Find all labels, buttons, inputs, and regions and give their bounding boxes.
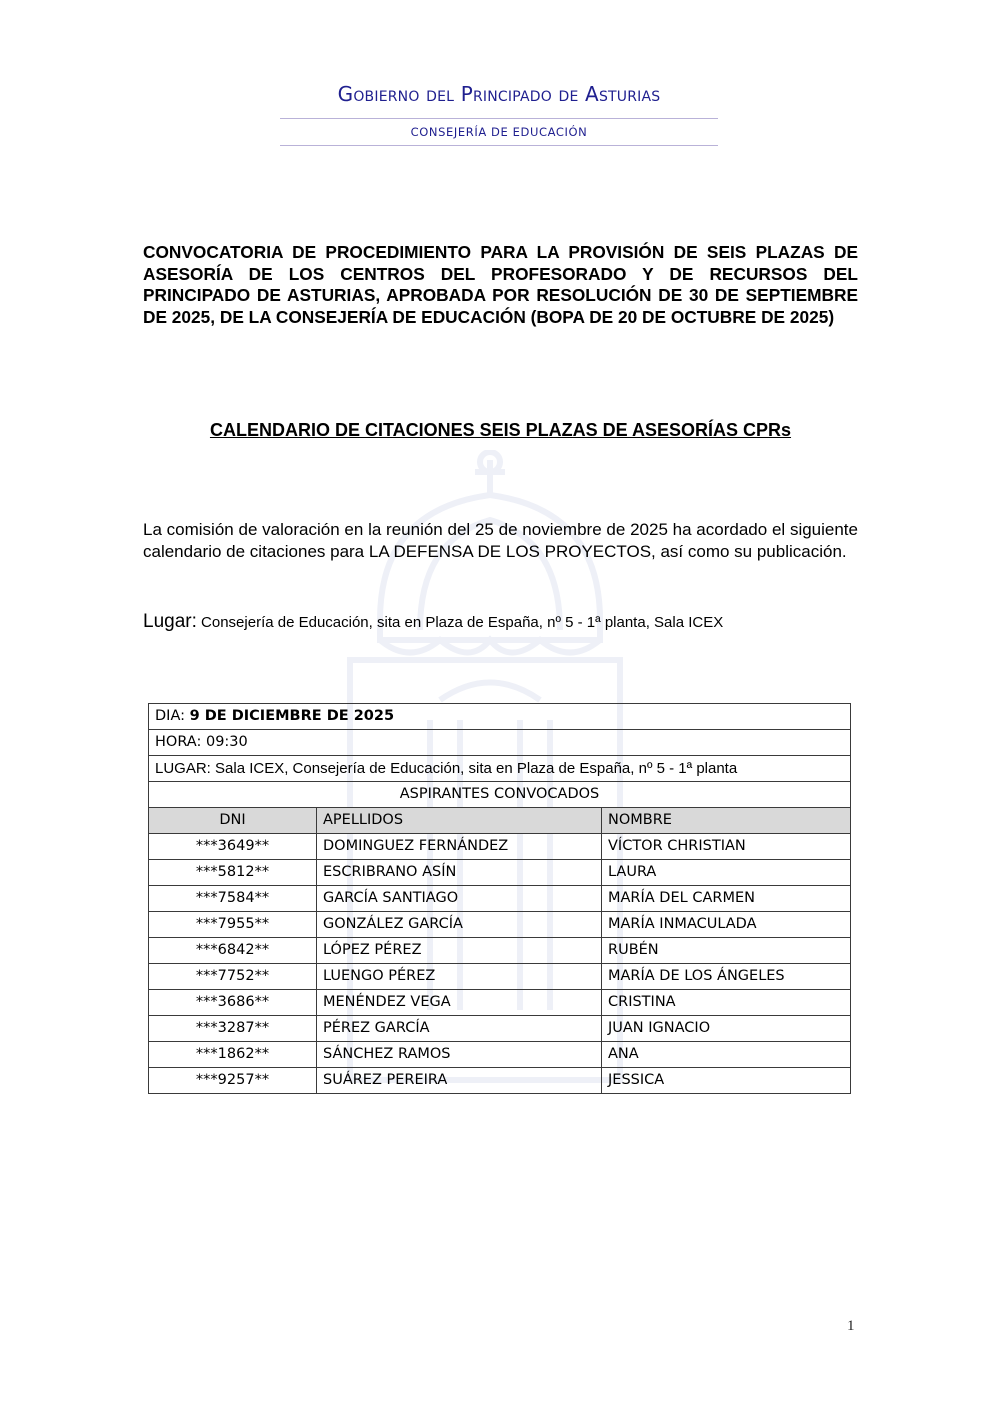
nombre-cell: JESSICA [602, 1068, 851, 1094]
section-row [149, 782, 851, 808]
date-value: 9 DE DICIEMBRE DE 2025 [189, 708, 395, 724]
dni-cell: ***7752** [149, 964, 317, 990]
header-divider-bottom [280, 145, 718, 146]
citations-table [148, 703, 851, 1094]
location-value: Consejería de Educación, sita en Plaza de España, nº 5 - 1ª planta, Sala ICEX [196, 614, 724, 631]
apellidos-cell: DOMINGUEZ FERNÁNDEZ [317, 834, 602, 860]
date-row [149, 704, 851, 730]
nombre-cell: VÍCTOR CHRISTIAN [602, 834, 851, 860]
table-row [149, 834, 851, 860]
dni-cell: ***3287** [149, 1016, 317, 1042]
dni-cell: ***1862** [149, 1042, 317, 1068]
table-row [149, 860, 851, 886]
intro-paragraph: La comisión de valoración en la reunión del 25 de noviembre de 2025 ha acordado el siguiente calendario de citaciones para LA DEFENSA DE LOS PROYECTOS, así como su publicación. [143, 520, 858, 561]
nombre-cell: MARÍA DE LOS ÁNGELES [602, 964, 851, 990]
calendar-title: CALENDARIO DE CITACIONES SEIS PLAZAS DE ASESORÍAS CPRs [209, 420, 792, 440]
nombre-cell: RUBÉN [602, 938, 851, 964]
column-header-row [149, 808, 851, 834]
nombre-cell: MARÍA DEL CARMEN [602, 886, 851, 912]
government-name: Gobierno del Principado de Asturias [337, 82, 661, 106]
date-label: DIA: [155, 708, 190, 724]
dni-cell: ***9257** [149, 1068, 317, 1094]
convocatoria-heading: CONVOCATORIA DE PROCEDIMIENTO PARA LA PROVISIÓN DE SEIS PLAZAS DE ASESORÍA DE LOS CENTROS DEL PROFESORADO Y DE RECURSOS DEL PRINCIPADO DE ASTURIAS, APROBADA POR RESOLUCIÓN DE 30 DE SEPTIEMBRE DE 2025, DE LA CONSEJERÍA DE EDUCACIÓN (BOPA DE 20 DE OCTUBRE DE 2025) [143, 242, 858, 327]
table-row [149, 1042, 851, 1068]
nombre-cell: ANA [602, 1042, 851, 1068]
location-label: Lugar: [143, 611, 197, 632]
apellidos-cell: SUÁREZ PEREIRA [317, 1068, 602, 1094]
location-line [143, 611, 858, 634]
table-row [149, 964, 851, 990]
nombre-cell: LAURA [602, 860, 851, 886]
table-row [149, 912, 851, 938]
apellidos-cell: MENÉNDEZ VEGA [317, 990, 602, 1016]
apellidos-cell: GONZÁLEZ GARCÍA [317, 912, 602, 938]
letterhead [280, 82, 718, 146]
apellidos-cell: LUENGO PÉREZ [317, 964, 602, 990]
page-number: 1 [847, 1318, 855, 1334]
apellidos-cell: GARCÍA SANTIAGO [317, 886, 602, 912]
column-header-apellidos: APELLIDOS [317, 808, 602, 834]
nombre-cell: MARÍA INMACULADA [602, 912, 851, 938]
dni-cell: ***5812** [149, 860, 317, 886]
nombre-cell: CRISTINA [602, 990, 851, 1016]
table-row [149, 886, 851, 912]
apellidos-cell: ESCRIBRANO ASÍN [317, 860, 602, 886]
section-header: ASPIRANTES CONVOCADOS [149, 782, 851, 808]
table-row [149, 1016, 851, 1042]
apellidos-cell: PÉREZ GARCÍA [317, 1016, 602, 1042]
table-row [149, 938, 851, 964]
dni-cell: ***7955** [149, 912, 317, 938]
column-header-dni: DNI [149, 808, 317, 834]
date-cell [149, 704, 851, 730]
time-cell: HORA: 09:30 [149, 730, 851, 756]
dni-cell: ***3649** [149, 834, 317, 860]
department-name: CONSEJERÍA DE EDUCACIÓN [410, 125, 588, 139]
place-cell: LUGAR: Sala ICEX, Consejería de Educación, sita en Plaza de España, nº 5 - 1ª planta [149, 756, 851, 782]
dni-cell: ***3686** [149, 990, 317, 1016]
apellidos-cell: SÁNCHEZ RAMOS [317, 1042, 602, 1068]
place-row [149, 756, 851, 782]
time-row [149, 730, 851, 756]
nombre-cell: JUAN IGNACIO [602, 1016, 851, 1042]
dni-cell: ***6842** [149, 938, 317, 964]
dni-cell: ***7584** [149, 886, 317, 912]
table-row [149, 1068, 851, 1094]
column-header-nombre: NOMBRE [602, 808, 851, 834]
apellidos-cell: LÓPEZ PÉREZ [317, 938, 602, 964]
table-row [149, 990, 851, 1016]
